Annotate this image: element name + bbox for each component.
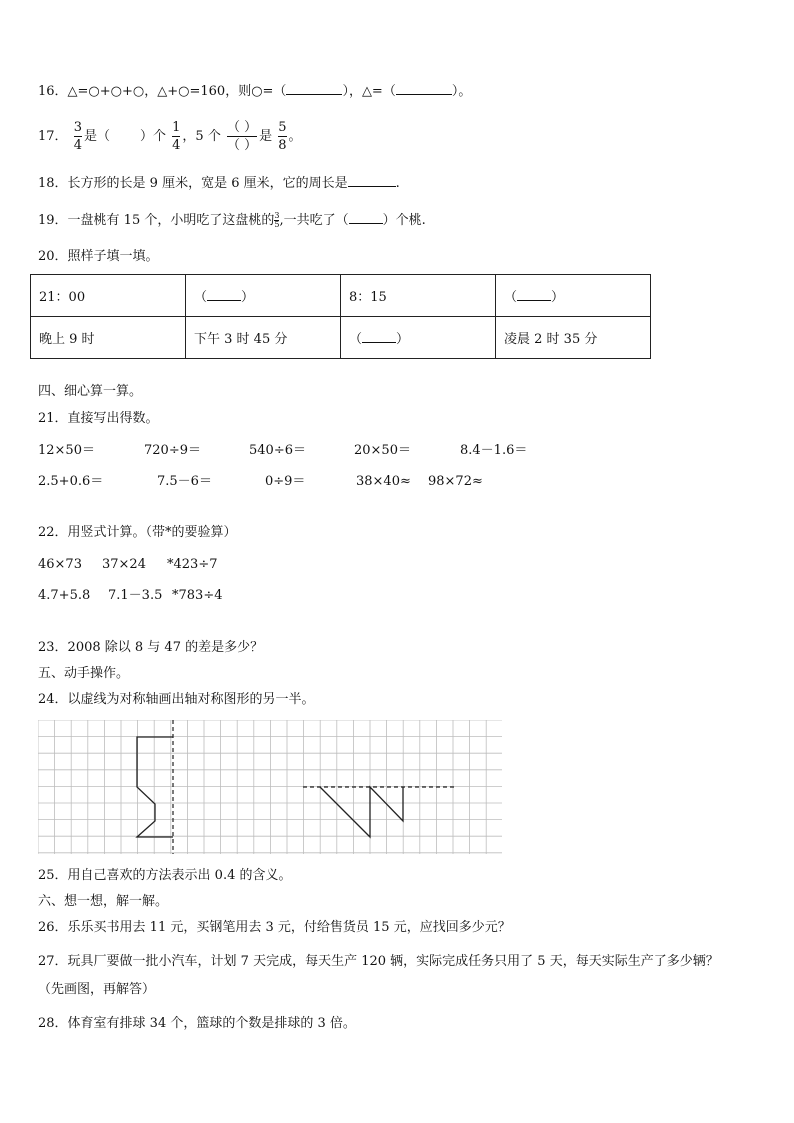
question-number: 16．: [38, 84, 68, 99]
question-text: 长方形的长是 9 厘米，宽是 6 厘米，它的周长是: [67, 176, 348, 191]
calc-item: 12×50＝: [38, 443, 95, 458]
question-text: 直接写出得数。: [67, 411, 159, 426]
question-text: 玩具厂要做一批小汽车，计划 7 天完成，每天生产 120 辆，实际完成任务只用了 5 天，每天实际生产了多少辆？: [67, 954, 719, 969]
question-text: 用自己喜欢的方法表示出 0.4 的含义。: [67, 868, 292, 883]
grid-svg[interactable]: [38, 720, 502, 854]
question-27-note: （先画图，再解答）: [38, 982, 156, 997]
question-number: 24．: [38, 692, 68, 707]
question-number: 25．: [38, 868, 68, 883]
question-text: 2008 除以 8 与 47 的差是多少？: [67, 640, 264, 655]
question-number: 18．: [38, 176, 68, 191]
answer-blank[interactable]: [286, 94, 342, 95]
question-number: 22．: [38, 525, 68, 540]
table-cell-blank[interactable]: （ ）: [341, 317, 496, 359]
table-cell: 下午 3 时 45 分: [186, 317, 341, 359]
question-text: 以虚线为对称轴画出轴对称图形的另一半。: [67, 692, 315, 707]
question-28: [38, 1016, 356, 1032]
table-cell-blank[interactable]: （ ）: [186, 275, 341, 317]
fraction: $\frac{1}{4}$: [172, 120, 181, 153]
question-number: 19．: [38, 213, 68, 228]
calc-item: 8.4－1.6＝: [460, 443, 528, 458]
table-cell: 8：15: [341, 275, 496, 317]
question-24: [38, 692, 315, 708]
question-25: [38, 868, 292, 884]
question-18: 18．长方形的长是 9 厘米，宽是 6 厘米，它的周长是 .: [38, 176, 400, 191]
question-text: △=○+○+○，△+○=160，则○=（: [67, 84, 287, 99]
half-shape-bottom: [320, 787, 403, 837]
question-text: 体育室有排球 34 个，篮球的个数是排球的 3 倍。: [67, 1016, 356, 1031]
question-text: 一盘桃有 15 个，小明吃了这盘桃的: [67, 213, 275, 228]
calc-item: 720÷9＝: [144, 443, 201, 458]
fraction: $\frac{3}{5}$: [274, 211, 280, 229]
fraction: $\frac{5}{8}$: [278, 120, 287, 153]
table-row: [31, 275, 651, 317]
calc-item: 20×50＝: [354, 443, 411, 458]
calc-item: 7.5－6＝: [157, 474, 212, 489]
question-number: 20．: [38, 249, 68, 264]
calc-item: 37×24: [102, 557, 146, 572]
fraction-blank[interactable]: $\frac{( )}{( )}$: [226, 120, 258, 153]
answer-blank[interactable]: [110, 125, 140, 140]
drawing-grid[interactable]: [38, 720, 502, 858]
calc-item: 38×40≈: [356, 474, 411, 489]
question-20: [38, 249, 159, 265]
table-cell-blank[interactable]: （ ）: [496, 275, 651, 317]
table-cell: 21：00: [31, 275, 186, 317]
question-22: [38, 525, 237, 541]
table-cell: 晚上 9 时: [31, 317, 186, 359]
question-16: 16．△=○+○+○，△+○=160，则○=（ ），△=（ ）。: [38, 84, 472, 99]
calc-item: 98×72≈: [428, 474, 483, 489]
question-17: 17． $\frac{3}{4}$ 是（ ）个 $\frac{1}{4}$ ，5 个 $\frac{( )}{( )}$ 是 $\frac{5}{8}$ 。: [38, 120, 302, 153]
question-26: [38, 920, 511, 936]
question-number: 17．: [38, 129, 68, 144]
calc-item: *783÷4: [172, 588, 223, 603]
section-4-heading: 四、细心算一算。: [38, 384, 143, 399]
question-number: 23．: [38, 640, 68, 655]
question-text: 用竖式计算。（带*的要验算）: [67, 525, 237, 540]
question-number: 27．: [38, 954, 68, 969]
calc-item: 2.5+0.6＝: [38, 474, 104, 489]
question-21: [38, 411, 159, 427]
question-number: 26．: [38, 920, 68, 935]
question-text: 乐乐买书用去 11 元，买钢笔用去 3 元，付给售货员 15 元，应找回多少元？: [67, 920, 511, 935]
question-number: 28．: [38, 1016, 68, 1031]
calc-item: *423÷7: [167, 557, 218, 572]
answer-blank[interactable]: [348, 186, 396, 187]
calc-item: 7.1－3.5: [108, 588, 163, 603]
calc-item: 540÷6＝: [249, 443, 306, 458]
half-shape-left: [137, 737, 173, 837]
question-text: 照样子填一填。: [67, 249, 159, 264]
section-5-heading: 五、动手操作。: [38, 666, 130, 681]
question-number: 21．: [38, 411, 68, 426]
answer-blank[interactable]: [349, 223, 383, 224]
question-23: [38, 640, 263, 656]
calc-item: 4.7+5.8: [38, 588, 91, 603]
section-6-heading: 六、想一想，解一解。: [38, 894, 169, 909]
question-19: 19．一盘桃有 15 个，小明吃了这盘桃的$\frac{3}{5}$,一共吃了（ ）个桃.: [38, 211, 426, 229]
table-row: [31, 317, 651, 359]
table-cell: 凌晨 2 时 35 分: [496, 317, 651, 359]
question-27: [38, 954, 719, 970]
time-table: [30, 274, 651, 359]
fraction: $\frac{3}{4}$: [73, 120, 82, 153]
calc-item: 0÷9＝: [265, 474, 306, 489]
calc-item: 46×73: [38, 557, 82, 572]
answer-blank[interactable]: [396, 94, 452, 95]
